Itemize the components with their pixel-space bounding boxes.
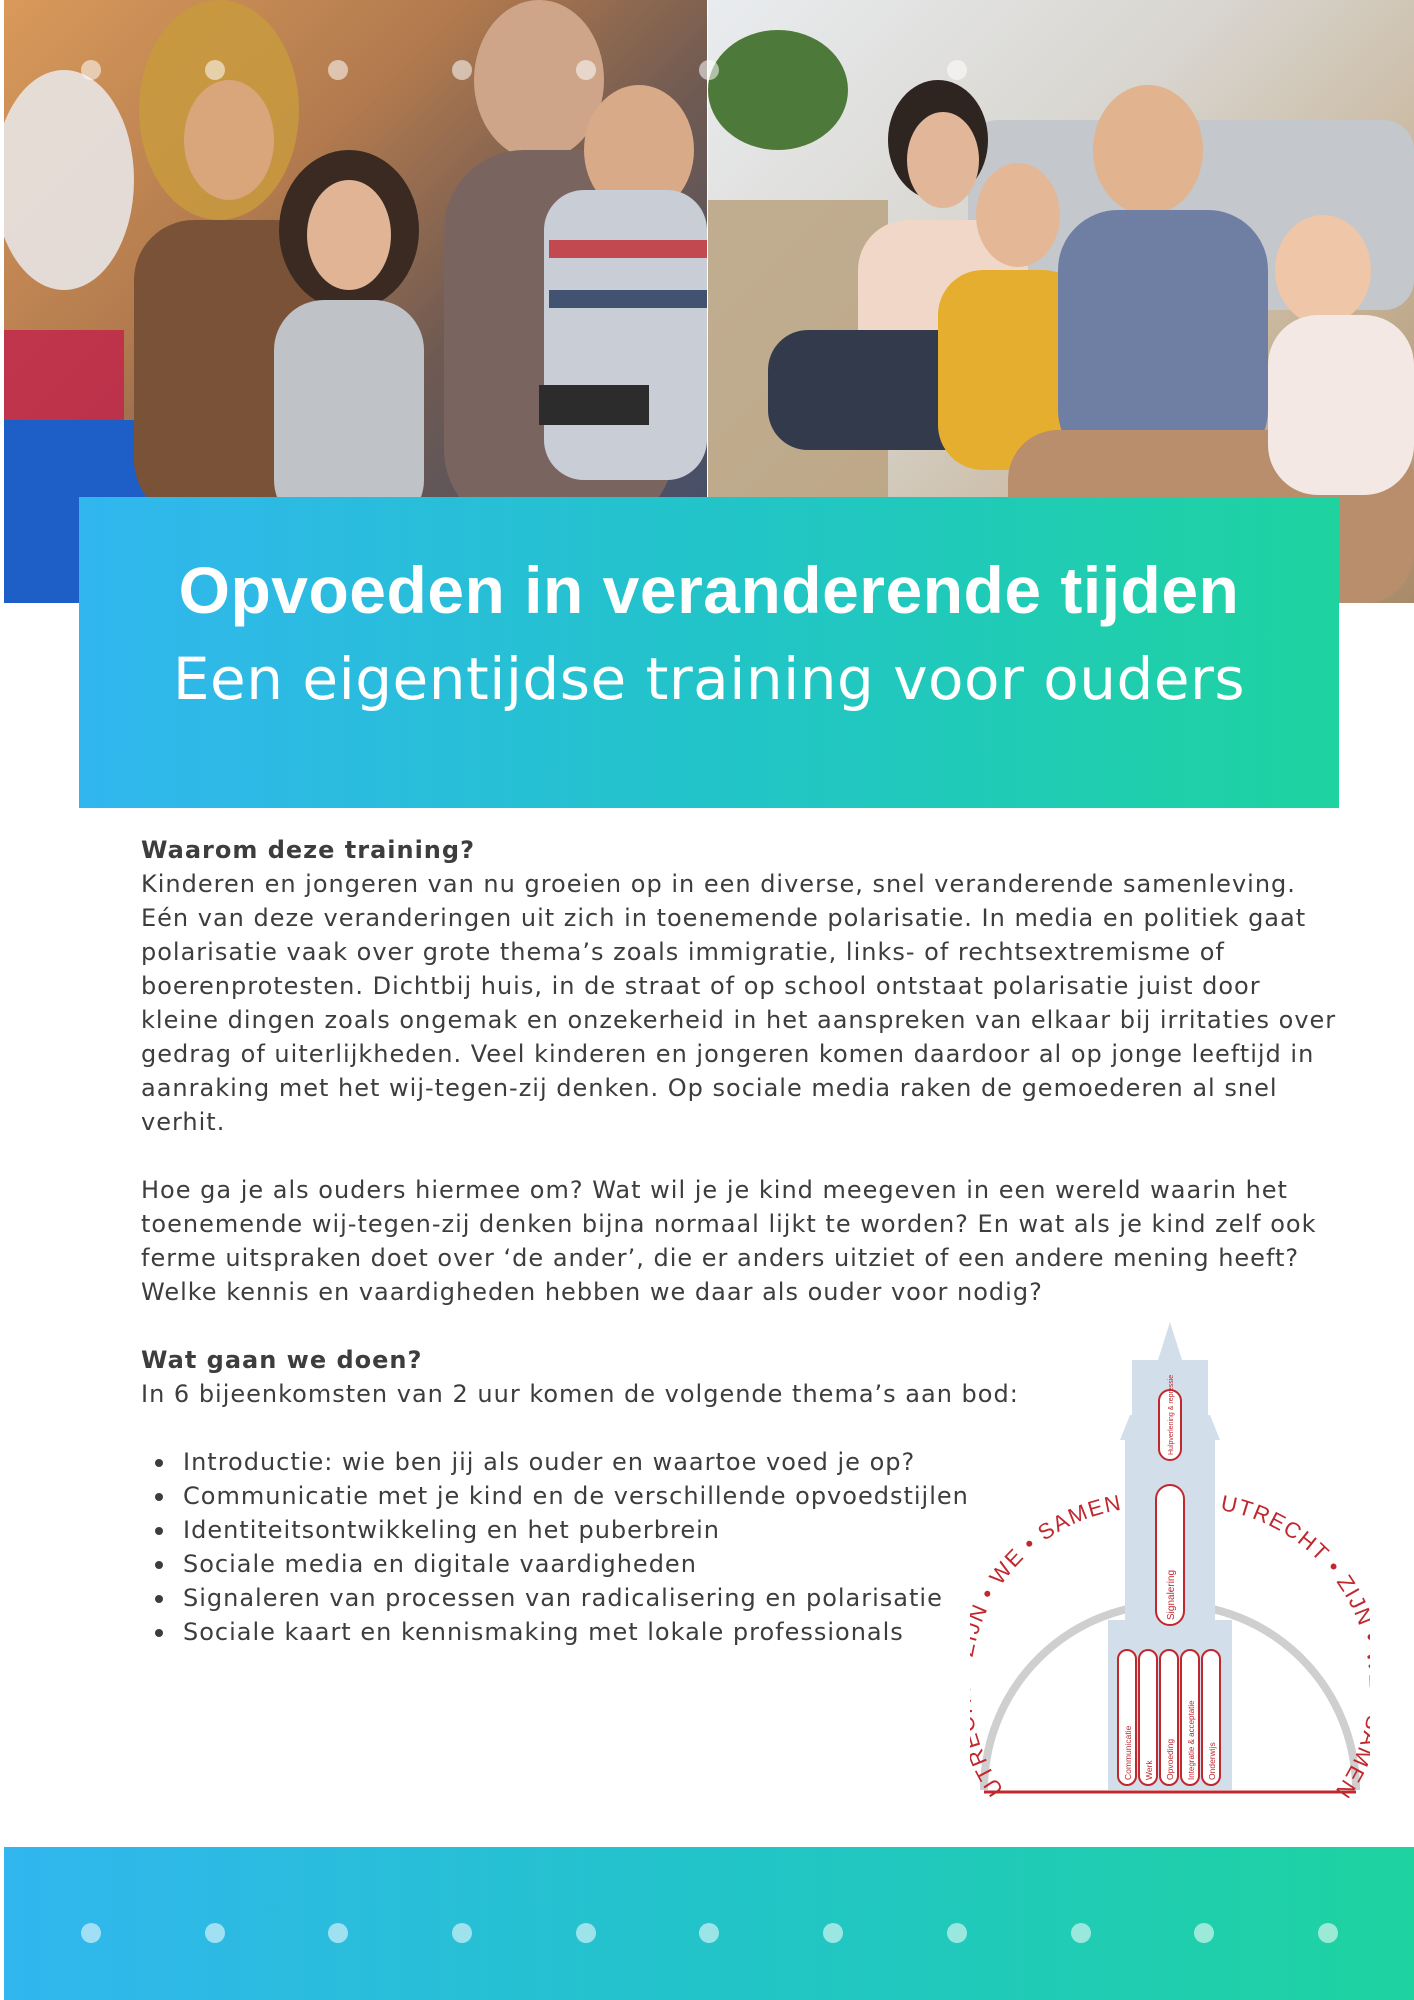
- decor-dot: [452, 60, 472, 80]
- list-item: Communicatie met je kind en de verschillende opvoedstijlen: [183, 1479, 1341, 1513]
- list-item: Introductie: wie ben jij als ouder en waartoe voed je op?: [183, 1445, 1341, 1479]
- list-item: Sociale media en digitale vaardigheden: [183, 1547, 1341, 1581]
- title-banner: [79, 497, 1339, 808]
- decor-dot: [576, 60, 596, 80]
- list-item: Signaleren van processen van radicalisering en polarisatie: [183, 1581, 1341, 1615]
- decor-dot: [452, 1923, 472, 1943]
- utrecht-zijn-we-samen-logo: [970, 1320, 1370, 1798]
- logo-pillar-label: Werk: [1144, 1760, 1154, 1780]
- logo-pillar-label: Opvoeding: [1165, 1738, 1175, 1780]
- section-heading-what: Wat gaan we doen?: [141, 1346, 423, 1374]
- logo-pillar-label: Integratie & acceptatie: [1187, 1700, 1196, 1780]
- logo-pillar-label: Onderwijs: [1207, 1742, 1217, 1780]
- decor-dot: [699, 1923, 719, 1943]
- logo-middle-window-label: Signalering: [1166, 1569, 1177, 1620]
- decor-dot: [205, 60, 225, 80]
- paragraph-why-2: Hoe ga je als ouders hiermee om? Wat wil je je kind meegeven in een wereld waarin het toenemende wij-tegen-zij denken bijna normaal lijkt te worden? En wat als je kind zelf ook ferme uitspraken doet over ‘de ander’, die er anders uitziet of een andere mening heeft? Welke kennis en vaardigheden hebben we daar als ouder voor nodig?: [141, 1176, 1317, 1306]
- decor-dot: [699, 60, 719, 80]
- paragraph-what-intro: In 6 bijeenkomsten van 2 uur komen de volgende thema’s aan bod:: [141, 1380, 1019, 1408]
- decor-dot: [823, 1923, 843, 1943]
- svg-text:UTRECHT • ZIJN • WE • SAMEN: [970, 1490, 1124, 1798]
- decor-dot: [947, 1923, 967, 1943]
- footer-bar: [4, 1847, 1414, 2000]
- section-heading-why: Waarom deze training?: [141, 836, 475, 864]
- decor-dot: [328, 60, 348, 80]
- svg-text:UTRECHT • ZIJN • WE • SAMEN: [1219, 1490, 1370, 1798]
- decor-dot: [947, 60, 967, 80]
- decor-dot: [81, 60, 101, 80]
- decor-dot: [81, 1923, 101, 1943]
- decor-dot: [205, 1923, 225, 1943]
- page-title: Opvoeden in veranderende tijden: [178, 553, 1240, 627]
- page-subtitle: Een eigentijdse training voor ouders: [172, 645, 1246, 713]
- decor-dot: [1071, 1923, 1091, 1943]
- list-item: Sociale kaart en kennismaking met lokale professionals: [183, 1615, 1341, 1649]
- decor-dot: [1194, 1923, 1214, 1943]
- list-item: Identiteitsontwikkeling en het puberbrein: [183, 1513, 1341, 1547]
- decor-dot: [328, 1923, 348, 1943]
- decor-dot: [576, 1923, 596, 1943]
- top-dot-row: [0, 60, 1414, 84]
- logo-pillar-label: Communicatie: [1123, 1725, 1133, 1780]
- logo-arc-text-right: UTRECHT • ZIJ EN: [1218, 1490, 1370, 1798]
- decor-dot: [1318, 1923, 1338, 1943]
- logo-arc-text-left: UT • WE • SAMEN: [970, 1489, 1124, 1798]
- logo-top-window-label: Hulpverlening & repressie: [1168, 1374, 1175, 1455]
- paragraph-why-1: Kinderen en jongeren van nu groeien op in een diverse, snel veranderende samenleving. Eén van deze veranderingen uit zich in toenemende polarisatie. In media en politiek gaat polarisatie vaak over grote thema’s zoals immigratie, links- of rechtsextremisme of boerenprotesten. Dichtbij huis, in de straat of op school ontstaat polarisatie juist door kleine dingen zoals ongemak en onzekerheid in het aanspreken van elkaar bij irritaties over gedrag of uiterlijkheden. Veel kinderen en jongeren komen daardoor al op jonge leeftijd in aanraking met het wij-tegen-zij denken. Op sociale media raken de gemoederen al snel verhit.: [141, 870, 1337, 1136]
